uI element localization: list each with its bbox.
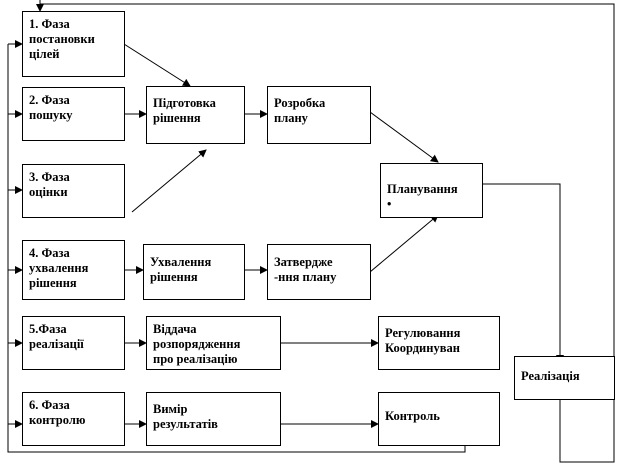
phase1-box: 1. Фаза постановки цілей [22, 11, 125, 77]
plan-dev-box: Розробка плану [267, 86, 371, 144]
control-box: Контроль [378, 392, 500, 446]
arrow-phase3-prep [132, 150, 206, 212]
prep-box: Підготовка рішення [146, 86, 245, 144]
approval-box: Затвердже -ння плану [267, 244, 371, 300]
arrow-phase1-prep [124, 44, 190, 86]
phase4-box: 4. Фаза ухвалення рішення [22, 240, 125, 300]
phase2-box: 2. Фаза пошуку [22, 87, 125, 141]
arrow-approval-planning [370, 215, 438, 272]
dispatch-box: Віддача розпорядження про реалізацію [146, 316, 281, 370]
phase3-box: 3. Фаза оцінки [22, 164, 125, 218]
implementation-box: Реалізація [514, 356, 615, 400]
phase5-box: 5.Фаза реалізації [22, 316, 125, 370]
regulation-box: Регулювання Координуван [378, 316, 500, 370]
arrow-plandev-planning [370, 112, 438, 162]
phase6-box: 6. Фаза контролю [22, 392, 125, 446]
planning-box: Планування • [380, 163, 483, 218]
adoption-box: Ухвалення рішення [143, 244, 245, 300]
measurement-box: Вимір результатів [146, 392, 281, 446]
